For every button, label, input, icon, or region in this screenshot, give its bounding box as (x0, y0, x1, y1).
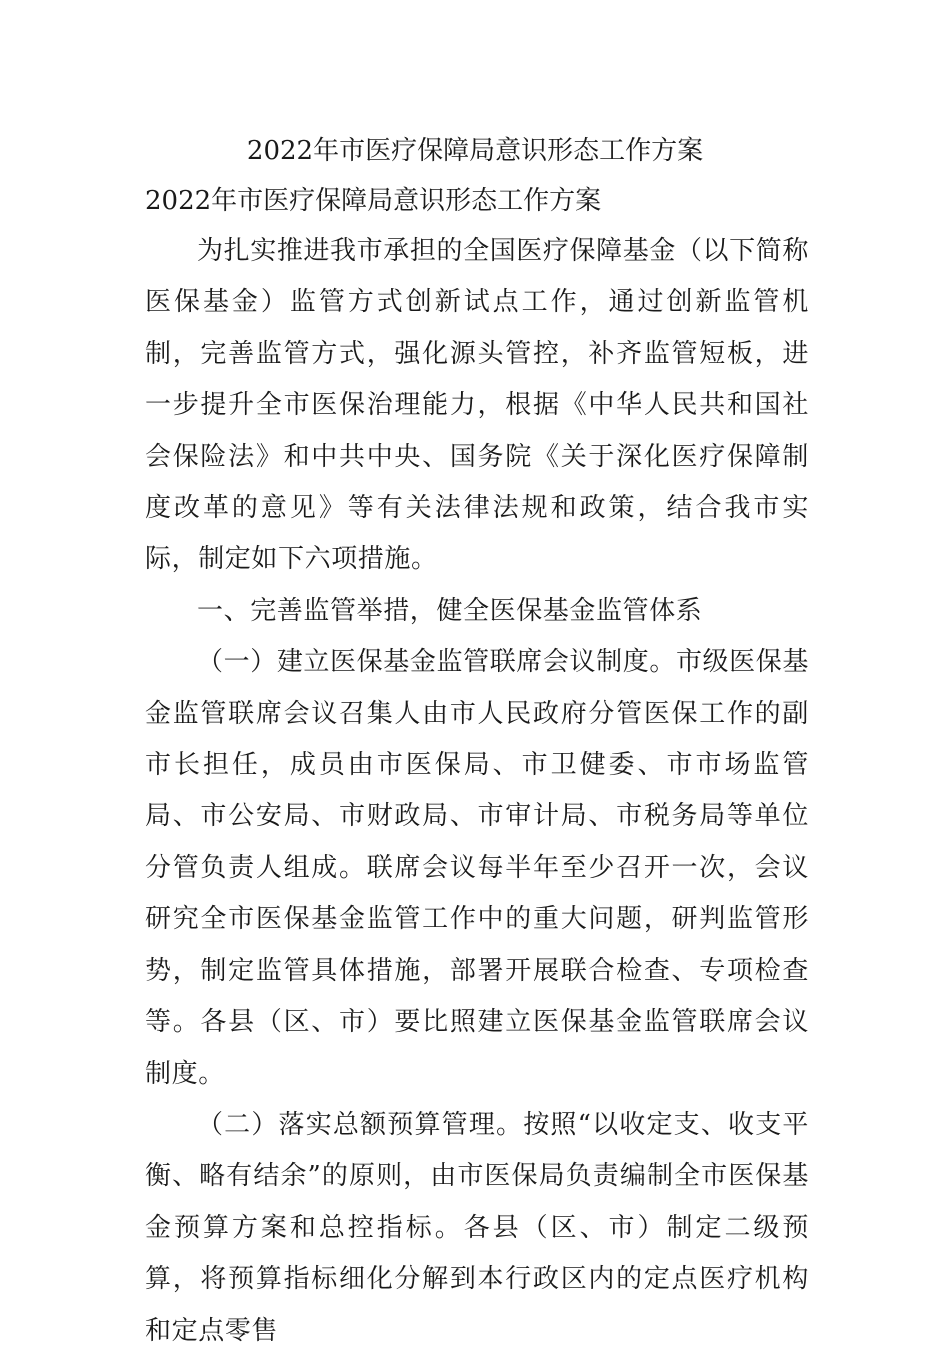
intro-paragraph: 为扎实推进我市承担的全国医疗保障基金（以下简称医保基金）监管方式创新试点工作，通过创新监管机制，完善监管方式，强化源头管控，补齐监管短板，进一步提升全市医保治理能力，根据《中华人民共和国社会保险法》和中共中央、国务院《关于深化医疗保障制度改革的意见》等有关法律法规和政策，结合我市实际，制定如下六项措施。 (145, 236, 809, 575)
item-1-paragraph: （一）建立医保基金监管联席会议制度。市级医保基金监管联席会议召集人由市人民政府分管医保工作的副市长担任，成员由市医保局、市卫健委、市市场监管局、市公安局、市财政局、市审计局、市税务局等单位分管负责人组成。联席会议每半年至少召开一次，会议研究全市医保基金监管工作中的重大问题，研判监管形势，制定监管具体措施，部署开展联合检查、专项检查等。各县（区、市）要比照建立医保基金监管联席会议制度。 (145, 647, 809, 1089)
document-subtitle: 2022年市医疗保障局意识形态工作方案 (145, 186, 602, 216)
section-heading-1: 一、完善监管举措，健全医保基金监管体系 (197, 595, 703, 626)
document-title: 2022年市医疗保障局意识形态工作方案 (246, 136, 704, 166)
item-2-paragraph: （二）落实总额预算管理。按照“以收定支、收支平衡、略有结余”的原则，由市医保局负责编制全市医保基金预算方案和总控指标。各县（区、市）制定二级预算，将预算指标细化分解到本行政区内的定点医疗机构和定点零售 (145, 1109, 809, 1346)
document-body (145, 226, 809, 1357)
